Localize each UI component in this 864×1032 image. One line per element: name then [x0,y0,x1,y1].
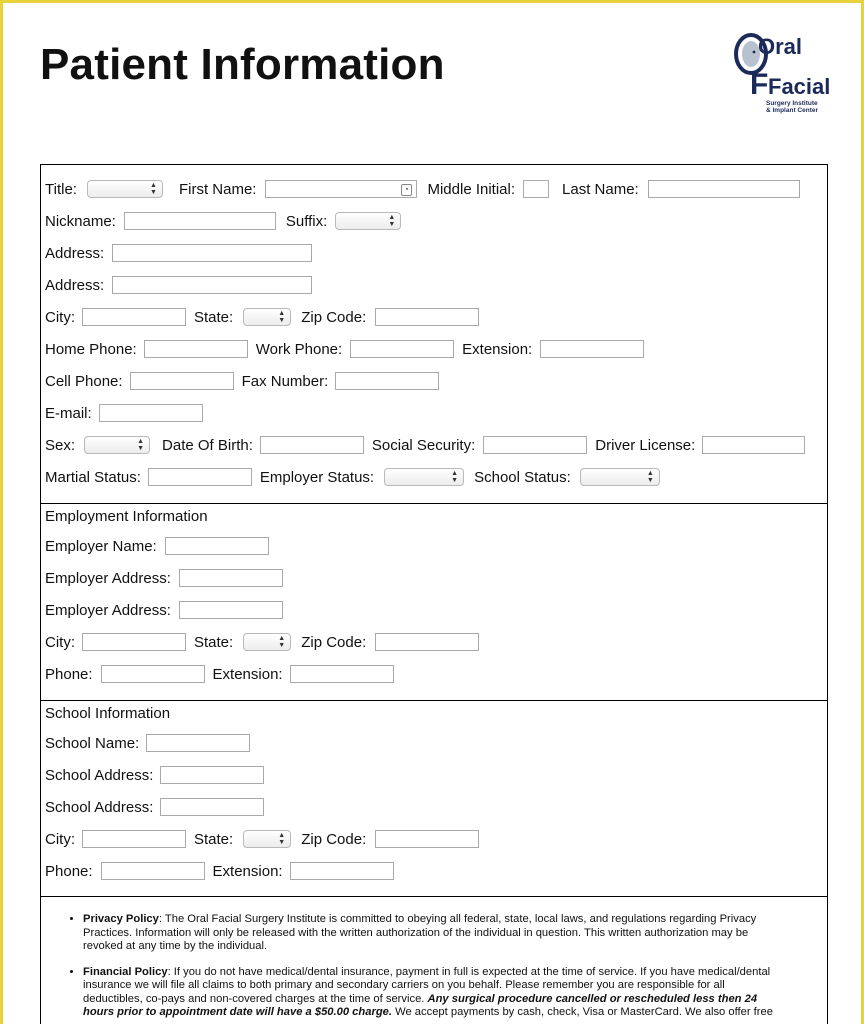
extension-input[interactable] [540,340,644,358]
city-label: City: [45,308,75,326]
employer-extension-input[interactable] [290,665,394,683]
row-school-city [45,828,479,850]
logo-f-glyph: F [750,68,769,101]
title-label: Title: [45,180,77,198]
school-extension-input[interactable] [290,862,394,880]
row-address1 [45,242,312,264]
financial-policy-emphasis: Any surgical procedure cancelled or rescheduled less then 24 hours prior to appointment date will have a $50.00 charge. [83,992,758,1018]
sex-label: Sex: [45,436,76,454]
ssn-input[interactable] [483,436,587,454]
ssn-label: Social Security: [371,436,476,454]
state-select[interactable] [243,308,291,326]
row-address2 [45,274,312,296]
school-phone-input[interactable] [101,862,205,880]
section-divider [41,503,827,504]
select-arrows-icon: ▲ ▼ [278,832,286,846]
fax-label: Fax Number: [241,372,329,390]
row-school-phone [45,860,394,882]
title-select[interactable] [87,180,163,198]
employer-zip-label: Zip Code: [301,633,367,651]
select-arrows-icon: ▲ ▼ [646,470,654,484]
privacy-policy-title: Privacy Policy [83,913,159,925]
cell-phone-input[interactable] [130,372,234,390]
privacy-policy-text: : The Oral Facial Surgery Institute is committed to obeying all federal, state, local laws, and regulations regarding Privacy Practices. Information will only be released with the written authorization of the individual in question. This written authorization may be revoked at any time by the individual. [83,913,757,952]
school-status-select[interactable] [580,468,660,486]
row-school-address2 [45,796,264,818]
suffix-select[interactable] [335,212,401,230]
autofill-contact-icon: ▪ [401,184,412,196]
employer-status-select[interactable] [384,468,464,486]
home-phone-label: Home Phone: [45,340,137,358]
employer-city-input[interactable] [82,633,186,651]
school-address2-label: School Address: [45,798,154,816]
dob-input[interactable] [260,436,364,454]
driver-license-label: Driver License: [595,436,696,454]
practice-logo [728,28,831,118]
row-employer-address2 [45,599,283,621]
dob-label: Date Of Birth: [162,436,253,454]
employer-status-label: Employer Status: [259,468,375,486]
financial-policy-tail: We accept payments by cash, check, Visa or MasterCard. We also offer free [391,1006,773,1018]
patient-form [40,164,828,1024]
marital-status-label: Martial Status: [45,468,141,486]
row-status [45,466,660,488]
first-name-input[interactable] [265,180,417,198]
row-demographics [45,434,805,456]
employer-zip-input[interactable] [375,633,479,651]
first-name-label: First Name: [178,180,257,198]
school-city-input[interactable] [82,830,186,848]
logo-word-oral: Oral [758,34,803,59]
employer-address1-input[interactable] [179,569,283,587]
row-employer-name [45,535,269,557]
school-phone-label: Phone: [45,862,93,880]
employer-extension-label: Extension: [212,665,283,683]
employment-heading: Employment Information [45,508,208,525]
row-phones [45,338,644,360]
last-name-input[interactable] [648,180,800,198]
city-input[interactable] [82,308,186,326]
email-label: E-mail: [45,404,92,422]
policies-section [41,897,827,1032]
financial-policy-text: : If you do not have medical/dental insurance, payment in full is expected at the time of service. If you have medical/dental insurance we will file all claims to both primary and secondary carriers on you behalf. Please remember you are responsible for all deductibles, co-pays and non-covered charges at the time of service. [83,965,771,1005]
row-school-name [45,732,250,754]
school-address1-input[interactable] [160,766,264,784]
suffix-label: Suffix: [285,212,328,230]
zip-label: Zip Code: [301,308,367,326]
work-phone-label: Work Phone: [255,340,343,358]
address1-label: Address: [45,244,105,262]
school-zip-input[interactable] [375,830,479,848]
address2-label: Address: [45,276,105,294]
zip-input[interactable] [375,308,479,326]
school-name-label: School Name: [45,734,140,752]
row-name [45,178,800,200]
employer-phone-label: Phone: [45,665,93,683]
marital-status-input[interactable] [148,468,252,486]
extension-label: Extension: [462,340,533,358]
school-heading: School Information [45,705,171,722]
financial-policy-item [83,966,827,1020]
row-email [45,402,203,424]
last-name-label: Last Name: [562,180,639,198]
employer-city-label: City: [45,633,75,651]
school-city-label: City: [45,830,75,848]
employer-name-label: Employer Name: [45,537,157,555]
select-arrows-icon: ▲ ▼ [451,470,459,484]
employer-address2-label: Employer Address: [45,601,171,619]
row-cell-fax [45,370,439,392]
school-state-label: State: [194,830,234,848]
driver-license-input[interactable] [702,436,805,454]
select-arrows-icon: ▲ ▼ [137,438,145,452]
financial-policy-title: Financial Policy [83,965,168,978]
employer-name-input[interactable] [165,537,269,555]
school-state-select[interactable] [243,830,291,848]
row-city [45,306,479,328]
logo-word-facial: Facial [768,74,831,99]
employer-address1-label: Employer Address: [45,569,171,587]
logo-subtitle: Surgery Institute & Implant Center [766,100,819,114]
employer-phone-input[interactable] [101,665,205,683]
row-employer-phone [45,663,394,685]
fax-input[interactable] [335,372,439,390]
employer-state-select[interactable] [243,633,291,651]
select-arrows-icon: ▲ ▼ [278,635,286,649]
employer-state-label: State: [194,633,234,651]
school-status-label: School Status: [474,468,571,486]
nickname-input[interactable] [124,212,276,230]
sex-select[interactable] [84,436,150,454]
middle-initial-input[interactable] [523,180,549,198]
school-address1-label: School Address: [45,766,154,784]
select-arrows-icon: ▲ ▼ [388,214,396,228]
employer-address2-input[interactable] [179,601,283,619]
middle-initial-label: Middle Initial: [427,180,516,198]
address2-input[interactable] [112,276,312,294]
school-extension-label: Extension: [212,862,283,880]
state-label: State: [194,308,234,326]
home-phone-input[interactable] [144,340,248,358]
row-employer-address1 [45,567,283,589]
email-input[interactable] [99,404,203,422]
row-school-address1 [45,764,264,786]
work-phone-input[interactable] [350,340,454,358]
page-title: Patient Information [40,40,445,89]
row-nickname [45,210,401,232]
nickname-label: Nickname: [45,212,116,230]
address1-input[interactable] [112,244,312,262]
school-zip-label: Zip Code: [301,830,367,848]
cell-phone-label: Cell Phone: [45,372,123,390]
row-employer-city [45,631,479,653]
select-arrows-icon: ▲ ▼ [278,310,286,324]
school-name-input[interactable] [146,734,250,752]
section-divider [41,700,827,701]
privacy-policy-item [83,913,827,954]
select-arrows-icon: ▲ ▼ [150,182,157,196]
school-address2-input[interactable] [160,798,264,816]
